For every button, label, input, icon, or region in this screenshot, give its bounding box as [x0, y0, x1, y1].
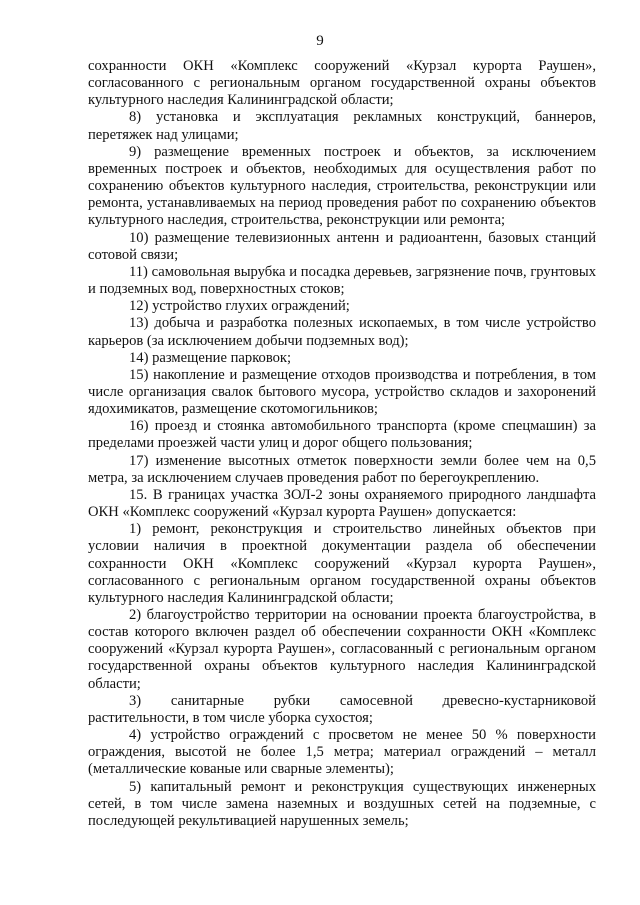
list-item-16: 16) проезд и стоянка автомобильного транспорта (кроме спецмашин) за пределами проезжей части улиц и дорог общего пользования;	[88, 418, 596, 452]
allowed-item-1: 1) ремонт, реконструкция и строительство линейных объектов при условии наличия в проектной документации раздела об обеспечении сохранности ОКН «Комплекс сооружений «Курзал курорта Раушен», согласованного с региональным органом государственной охраны объектов культурного наследия Калининградской области;	[88, 521, 596, 606]
allowed-item-4: 4) устройство ограждений с просветом не менее 50 % поверхности ограждения, высотой не более 1,5 метра; материал ограждений – металл (металлические кованые или сварные элементы);	[88, 727, 596, 778]
list-item-14: 14) размещение парковок;	[129, 349, 292, 366]
list-item-11: 11) самовольная вырубка и посадка деревьев, загрязнение почв, грунтовых и подземных вод, поверхностных стоков;	[88, 263, 596, 298]
list-item-9: 9) размещение временных построек и объектов, за исключением временных построек и объектов, необходимых для осуществления работ по сохранению объектов культурного наследия, строительства, реконструкции или ремонта, устанавливаемых на период проведения работ по сохранению объектов культурного наследия, строительства, реконструкции или ремонта;	[88, 143, 596, 229]
list-item-8: 8) установка и эксплуатация рекламных конструкций, баннеров, перетяжек над улицами;	[88, 109, 596, 143]
paragraph-continuation: сохранности ОКН «Комплекс сооружений «Курзал курорта Раушен», согласованного с региональным органом государственной охраны объектов культурного наследия Калининградской области;	[88, 58, 596, 109]
list-item-12: 12) устройство глухих ограждений;	[129, 298, 350, 315]
document-body	[88, 58, 596, 830]
list-item-15: 15) накопление и размещение отходов производства и потребления, в том числе организация свалок бытового мусора, устройство складов и захоронений ядохимикатов, размещение скотомогильников;	[88, 366, 596, 418]
list-item-10: 10) размещение телевизионных антенн и радиоантенн, базовых станций сотовой связи;	[88, 229, 596, 263]
page-number: 9	[316, 33, 324, 49]
section-15-heading: 15. В границах участка ЗОЛ-2 зоны охраняемого природного ландшафта ОКН «Комплекс сооружений «Курзал курорта Раушен» допускается:	[88, 486, 596, 521]
list-item-17: 17) изменение высотных отметок поверхности земли более чем на 0,5 метра, за исключением случаев проведения работ по берегоукреплению.	[88, 452, 596, 486]
allowed-item-2: 2) благоустройство территории на основании проекта благоустройства, в состав которого включен раздел об обеспечении сохранности ОКН «Комплекс сооружений «Курзал курорта Раушен», согласованный с региональным органом государственной охраны объектов культурного наследия Калининградской области;	[88, 607, 596, 692]
allowed-item-3: 3) санитарные рубки самосевной древесно-кустарниковой растительности, в том числе уборка сухостоя;	[88, 692, 596, 726]
allowed-item-5: 5) капитальный ремонт и реконструкция существующих инженерных сетей, в том числе замена наземных и воздушных сетей на подземные, с последующей рекультивацией нарушенных земель;	[88, 778, 596, 829]
list-item-13: 13) добыча и разработка полезных ископаемых, в том числе устройство карьеров (за исключением добычи подземных вод);	[88, 315, 596, 349]
